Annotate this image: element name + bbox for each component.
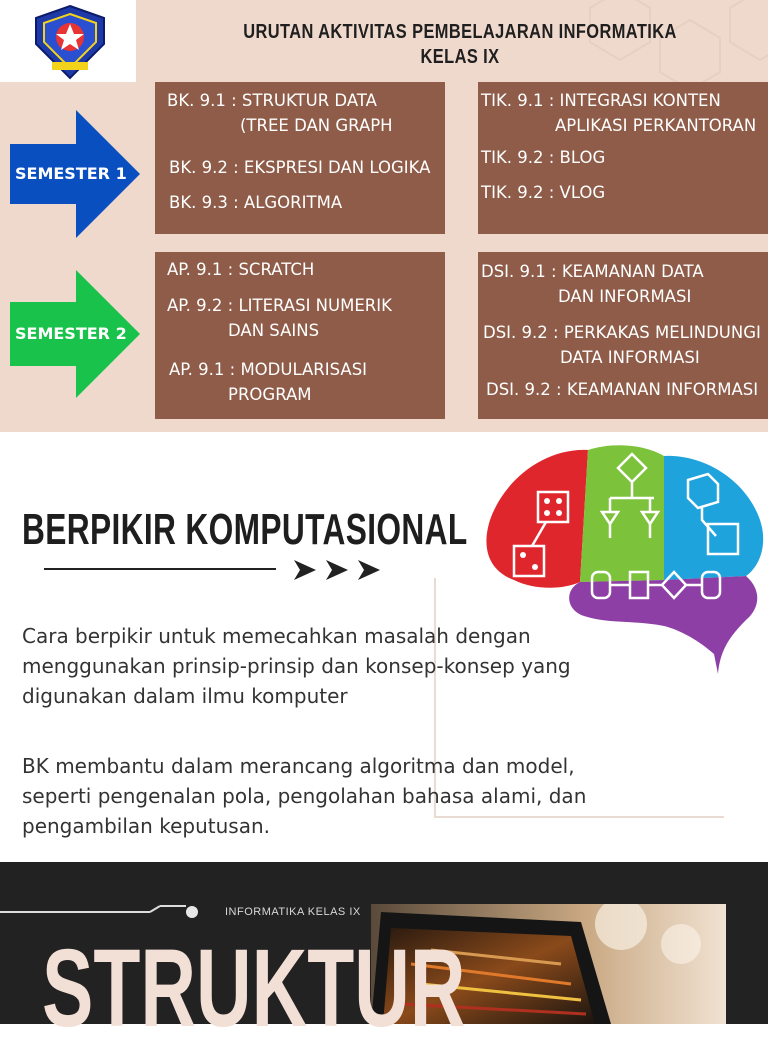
section-title: BERPIKIR KOMPUTASIONAL bbox=[22, 505, 468, 554]
cover-title: STRUKTUR bbox=[42, 927, 466, 1050]
logo-area bbox=[0, 0, 136, 82]
list-item: DAN INFORMASI bbox=[558, 287, 692, 306]
list-item: (TREE DAN GRAPH bbox=[240, 116, 393, 135]
list-item: DSI. 9.2 : KEAMANAN INFORMASI bbox=[486, 380, 759, 399]
paragraph-benefit bbox=[22, 751, 586, 841]
list-item: PROGRAM bbox=[228, 385, 312, 404]
semester-2-box-ap bbox=[155, 252, 445, 419]
title-line-1: URUTAN AKTIVITAS PEMBELAJARAN INFORMATIKA bbox=[243, 21, 677, 43]
semester-1-box-bk bbox=[155, 82, 445, 234]
list-item: TIK. 9.1 : INTEGRASI KONTEN bbox=[481, 91, 721, 110]
chevron-arrows-icon bbox=[294, 560, 386, 580]
paragraph-line: seperti pengenalan pola, pengolahan bahasa alami, dan bbox=[22, 784, 587, 808]
list-item: AP. 9.1 : SCRATCH bbox=[167, 260, 315, 279]
list-item: TIK. 9.2 : VLOG bbox=[481, 183, 606, 202]
list-item: BK. 9.3 : ALGORITMA bbox=[169, 193, 343, 212]
list-item: TIK. 9.2 : BLOG bbox=[481, 148, 606, 167]
paragraph-line: pengambilan keputusan. bbox=[22, 814, 270, 838]
circuit-line-decoration bbox=[0, 902, 210, 926]
semester-1-label: SEMESTER 1 bbox=[15, 164, 127, 183]
paragraph-line: Cara berpikir untuk memecahkan masalah dengan bbox=[22, 624, 531, 648]
paragraph-line: BK membantu dalam merancang algoritma dan model, bbox=[22, 754, 575, 778]
list-item: DAN SAINS bbox=[228, 321, 320, 340]
cover-label: INFORMATIKA KELAS IX bbox=[225, 906, 361, 918]
school-emblem-icon bbox=[30, 4, 110, 80]
page-title bbox=[206, 20, 714, 70]
semester-2-box-dsi bbox=[478, 252, 768, 419]
semester-2-label: SEMESTER 2 bbox=[15, 324, 127, 343]
semester-1-box-tik bbox=[478, 82, 768, 234]
list-item: BK. 9.2 : EKSPRESI DAN LOGIKA bbox=[169, 158, 431, 177]
list-item: APLIKASI PERKANTORAN bbox=[555, 116, 757, 135]
paragraph-definition bbox=[22, 621, 571, 711]
list-item: AP. 9.2 : LITERASI NUMERIK bbox=[167, 296, 392, 315]
title-line-2: KELAS IX bbox=[420, 46, 500, 68]
list-item: DSI. 9.1 : KEAMANAN DATA bbox=[481, 262, 704, 281]
paragraph-line: digunakan dalam ilmu komputer bbox=[22, 684, 348, 708]
list-item: AP. 9.1 : MODULARISASI bbox=[169, 360, 368, 379]
list-item: DSI. 9.2 : PERKAKAS MELINDUNGI bbox=[483, 323, 761, 342]
title-underline bbox=[44, 568, 276, 570]
list-item: DATA INFORMASI bbox=[560, 348, 700, 367]
paragraph-line: menggunakan prinsip-prinsip dan konsep-konsep yang bbox=[22, 654, 571, 678]
list-item: BK. 9.1 : STRUKTUR DATA bbox=[167, 91, 377, 110]
